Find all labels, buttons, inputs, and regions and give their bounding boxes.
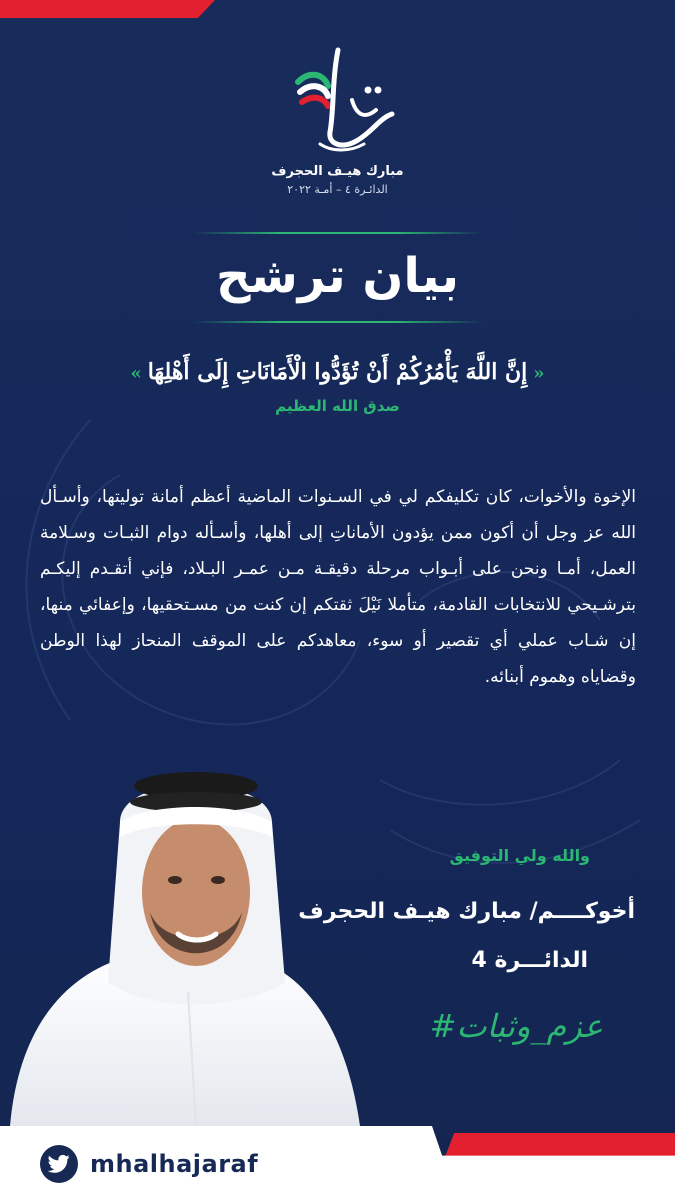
verse-attribution: صدق الله العظيم — [275, 397, 400, 415]
statement-body: الإخوة والأخوات، كان تكليفكم لي في السـنوات الماضية أعظم أمانة توليتها، وأسـأل الله عز وجل أن أكون ممن يؤدون الأماناتِ إلى أهلها، وأسـأله دوام الثبـات وسـلامة العمل، أمـا ونحن على أبـواب مرحلة دقيقـة مـن عمـر البـلاد، فإني أتقـدم إليكـم بترشـيحي للانتخابات القادمة، متأملا نَيْلَ ثقتكم إن كنت من مسـتحقيها، وإعفائي منها، إن شـاب عملي أي تقصير أو سوء، معاهدكم على الموقف المنحاز لهذا الوطن وقضاياه وهموم أبنائه. — [40, 487, 636, 687]
logo-subtitle: الدائـرة ٤ – أمـة ٢٠٢٢ — [287, 183, 388, 196]
logo-candidate-name: مبارك هيـف الحجرف — [271, 164, 404, 179]
closing-phrase: والله ولي التوفيق — [449, 846, 590, 865]
campaign-hashtag: #عزم_وثبات — [429, 1007, 603, 1045]
top-red-ribbon — [0, 0, 215, 18]
title-bottom-divider — [193, 321, 483, 323]
title-top-divider — [193, 232, 483, 234]
twitter-icon — [48, 1154, 70, 1174]
quran-verse — [0, 356, 675, 390]
candidate-portrait — [0, 762, 375, 1126]
footer-red-band — [445, 1133, 675, 1157]
twitter-handle[interactable]: mhalhajaraf — [90, 1150, 259, 1178]
page-title: بيان ترشح — [216, 248, 459, 304]
signature-line: أخوكــــم/ مبارك هيـف الحجرف — [298, 899, 635, 924]
twitter-badge[interactable] — [40, 1145, 78, 1183]
district-label: الدائـــرة 4 — [471, 948, 588, 973]
verse-open-ornament: « — [533, 363, 545, 384]
logo-emblem — [280, 40, 400, 160]
verse-text: إِنَّ اللَّهَ يَأْمُرُكُمْ أَنْ تُؤَدُّوا الْأَمَانَاتِ إِلَى أَهْلِهَا — [147, 359, 528, 385]
verse-close-ornament: » — [130, 363, 142, 384]
